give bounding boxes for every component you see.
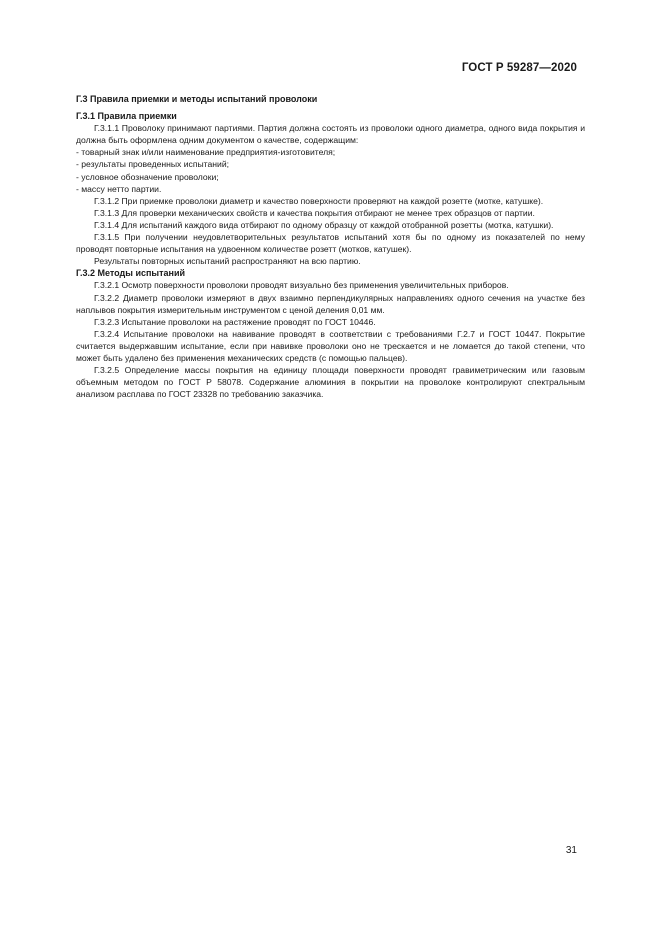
paragraph-g323: Г.3.2.3 Испытание проволоки на растяжение проводят по ГОСТ 10446. [94,316,376,327]
list-item: - массу нетто партии. [76,183,162,194]
document-body [76,93,585,400]
paragraph-g315: Г.3.1.5 При получении неудовлетворительных результатов испытаний хотя бы по одному из показателей по нему проводят повторные испытания на удвоенном количестве розетт (мотков, катушек). [76,232,585,255]
subsection-title-acceptance: Г.3.1 Правила приемки [76,111,177,122]
paragraph-g324: Г.3.2.4 Испытание проволоки на навивание проводят в соответствии с требованиями Г.2.7 и ГОСТ 10447. Покрытие считается выдержавшим испытание, если при навивке проволоки оно не трескается и не ломается до такой степени, что может быть удалено без применения механических средств (с помощью пальцев). [76,328,585,363]
paragraph-g322: Г.3.2.2 Диаметр проволоки измеряют в двух взаимно перпендикулярных направлениях одного сечения на участке без наплывов покрытия измерительным инструментом с ценой деления 0,01 мм. [76,292,585,315]
paragraph-repeat-tests: Результаты повторных испытаний распространяют на всю партию. [94,256,361,267]
bullet-list [76,146,585,194]
list-item: - условное обозначение проволоки; [76,171,219,182]
subsection-title-methods: Г.3.2 Методы испытаний [76,268,186,279]
paragraph-g312: Г.3.1.2 При приемке проволоки диаметр и качество поверхности проверяют на каждой розетте (мотке, катушке). [94,195,544,206]
list-item: - результаты проведенных испытаний; [76,159,230,170]
paragraph-g321: Г.3.2.1 Осмотр поверхности проволоки проводят визуально без применения увеличительных приборов. [94,280,509,291]
list-item: - товарный знак и/или наименование предприятия-изготовителя; [76,147,336,158]
paragraph-g314: Г.3.1.4 Для испытаний каждого вида отбирают по одному образцу от каждой отобранной розетты (мотка, катушки). [94,219,554,230]
paragraph-g313: Г.3.1.3 Для проверки механических свойств и качества покрытия отбирают не менее трех образцов от партии. [94,207,535,218]
section-title: Г.3 Правила приемки и методы испытаний проволоки [76,94,318,104]
paragraph-g311: Г.3.1.1 Проволоку принимают партиями. Партия должна состоять из проволоки одного диаметра, одного вида покрытия и должна быть оформлена одним документом о качестве, содержащим: [76,123,585,146]
page-number: 31 [565,845,577,856]
paragraph-g325: Г.3.2.5 Определение массы покрытия на единицу площади поверхности проводят гравиметрическим или газовым объемным методом по ГОСТ Р 58078. Содержание алюминия в покрытии на проволоке контролируют спектральным анализом расплава по ГОСТ 23328 по требованию заказчика. [76,365,585,400]
document-header: ГОСТ Р 59287—2020 [461,62,577,74]
